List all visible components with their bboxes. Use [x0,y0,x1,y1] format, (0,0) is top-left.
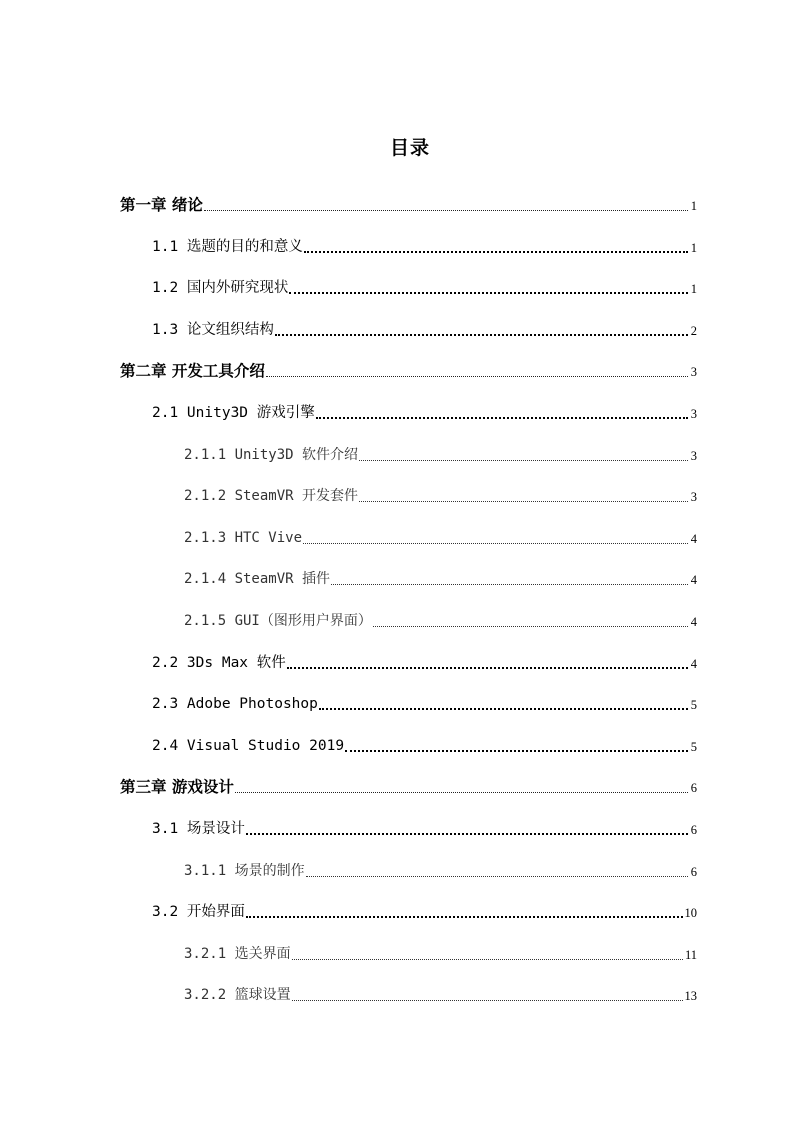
toc-entry-label: 3.1.1 场景的制作 [184,862,305,879]
toc-page-number: 3 [690,490,697,505]
toc-entry[interactable] [152,648,697,674]
toc-page-number: 6 [690,781,697,796]
toc-entry-label: 第二章 开发工具介绍 [120,362,265,381]
toc-entry-label: 第三章 游戏设计 [120,778,234,797]
toc-dot-leader [319,707,688,710]
toc-dot-leader [359,500,688,502]
toc-entry-label: 2.3 Adobe Photoshop [152,696,318,713]
toc-entry[interactable] [152,232,697,258]
toc-entry[interactable] [184,564,697,590]
toc-dot-leader [306,875,688,877]
toc-entry-label: 1.3 论文组织结构 [152,321,274,338]
toc-page-number: 10 [684,906,697,921]
toc-page-number: 6 [690,864,697,879]
toc-entry-label: 2.1.5 GUI（图形用户界面） [184,613,372,629]
toc-entry[interactable] [184,481,697,507]
toc-dot-leader [373,625,688,627]
toc-page-number: 3 [690,448,697,463]
toc-dot-leader [246,832,688,835]
toc-page-number: 1 [690,282,697,297]
toc-dot-leader [266,375,688,377]
toc-entry[interactable] [152,689,697,715]
toc-page-number: 13 [684,989,697,1004]
toc-entry-label: 2.1.1 Unity3D 软件介绍 [184,446,359,463]
toc-entry[interactable] [152,731,697,757]
toc-entry[interactable] [184,856,697,882]
toc-dot-leader [331,583,688,585]
toc-dot-leader [292,958,683,960]
toc-page-number: 3 [690,407,697,421]
toc-page-number: 4 [690,615,697,629]
toc-dot-leader [292,999,683,1001]
toc-entry[interactable] [184,523,697,549]
toc-page-number: 4 [690,573,697,588]
toc-entry[interactable] [120,190,697,216]
toc-entry-label: 2.1.2 SteamVR 开发套件 [184,488,359,505]
toc-entry-label: 2.1.4 SteamVR 插件 [184,571,331,588]
toc-entry[interactable] [152,897,697,923]
toc-page-number: 6 [690,823,697,837]
toc-dot-leader [287,666,688,669]
toc-dot-leader [345,749,688,752]
toc-page-number: 4 [690,531,697,546]
toc-entry[interactable] [184,440,697,466]
toc-entry[interactable] [184,980,697,1006]
toc-dot-leader [204,209,688,211]
toc-entry[interactable] [184,939,697,965]
toc-page-number: 5 [690,698,697,713]
toc-entry-label: 2.1.3 HTC Vive [184,529,303,546]
toc-dot-leader [316,416,688,419]
toc-dot-leader [246,915,683,918]
toc-entry[interactable] [120,356,697,382]
toc-entry-label: 2.2 3Ds Max 软件 [152,654,286,671]
toc-entry-label: 3.2 开始界面 [152,904,245,921]
toc-entry-label: 3.2.1 选关界面 [184,945,291,962]
toc-entry-label: 3.1 场景设计 [152,821,245,837]
toc-page-number: 5 [690,739,697,754]
toc-dot-leader [275,333,688,336]
toc-page-number: 4 [690,656,697,671]
toc-entry[interactable] [184,606,697,632]
toc-dot-leader [359,459,688,461]
toc-dot-leader [289,291,688,294]
toc-entry[interactable] [120,772,697,798]
toc-dot-leader [304,250,688,253]
toc-page-number: 11 [684,947,697,962]
toc-dot-leader [303,542,688,544]
toc-entry[interactable] [152,814,697,840]
toc-entry-label: 2.1 Unity3D 游戏引擎 [152,405,315,421]
toc-page-number: 1 [690,199,697,213]
page-title: 目录 [389,137,430,159]
toc-entry[interactable] [152,398,697,424]
toc-entry[interactable] [152,273,697,299]
toc-page-number: 1 [690,240,697,255]
toc-page-number: 2 [690,323,697,338]
toc-entry-label: 1.1 选题的目的和意义 [152,238,303,255]
toc-entry-label: 3.2.2 篮球设置 [184,987,291,1004]
toc-entry-label: 1.2 国内外研究现状 [152,280,289,297]
toc-entry-label: 第一章 绪论 [120,196,203,214]
toc-entry[interactable] [152,315,697,341]
toc-page-number: 3 [690,365,697,380]
toc-entry-label: 2.4 Visual Studio 2019 [152,737,345,754]
toc-dot-leader [235,791,688,793]
